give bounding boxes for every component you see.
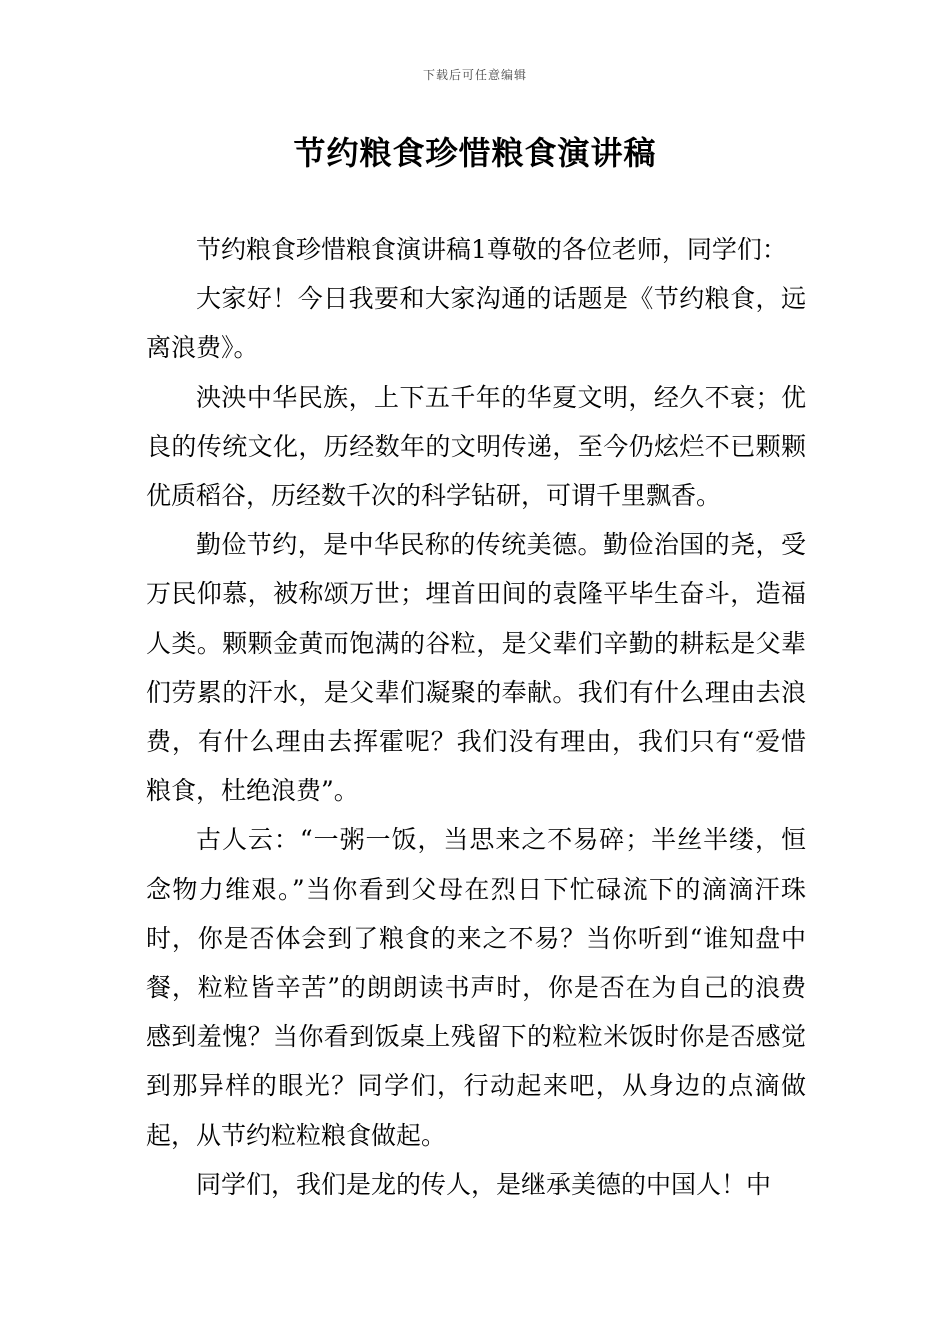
paragraph: 古人云：“一粥一饭，当思来之不易碎；半丝半缕，恒念物力维艰。”当你看到父母在烈日下忙碌流下的滴滴汗珠时，你是否体会到了粮食的来之不易？当你听到“谁知盘中餐，粒粒皆辛苦”的朗朗读书声时，你是否在为自己的浪费感到羞愧？当你看到饭桌上残留下的粒粒米饭时你是否感觉到那异样的眼光？同学们，行动起来吧，从身边的点滴做起，从节约粒粒粮食做起。 bbox=[146, 825, 806, 1150]
paragraph: 节约粮食珍惜粮食演讲稿1尊敬的各位老师，同学们： bbox=[196, 235, 787, 264]
paragraph: 勤俭节约，是中华民称的传统美德。勤俭治国的尧，受万民仰慕，被称颂万世；埋首田间的袁隆平毕生奋斗，造福人类。颗颗金黄而饱满的谷粒，是父辈们辛勤的耕耘是父辈们劳累的汗水，是父辈们凝聚的奉献。我们有什么理由去浪费，有什么理由去挥霍呢？我们没有理由，我们只有“爱惜粮食，杜绝浪费”。 bbox=[146, 530, 806, 806]
paragraph: 泱泱中华民族，上下五千年的华夏文明，经久不衰；优良的传统文化，历经数年的文明传递，至今仍炫烂不已颗颗优质稻谷，历经数千次的科学钻研，可谓千里飘香。 bbox=[146, 382, 806, 511]
paragraph: 同学们，我们是龙的传人，是继承美德的中国人！中 bbox=[196, 1169, 772, 1199]
document-body bbox=[146, 225, 806, 1209]
document-title: 节约粮食珍惜粮食演讲稿 bbox=[293, 134, 657, 172]
paragraph: 大家好！今日我要和大家沟通的话题是《节约粮食，远离浪费》。 bbox=[146, 284, 806, 363]
header-note: 下载后可任意编辑 bbox=[422, 68, 527, 82]
